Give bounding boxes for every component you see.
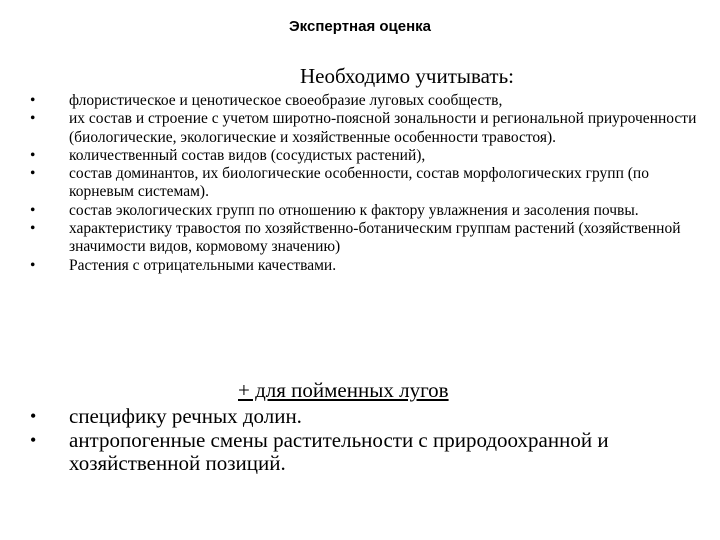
- list-item: [30, 147, 700, 165]
- list-item-text: специфику речных долин.: [69, 404, 302, 428]
- bullet-icon: •: [30, 406, 37, 426]
- list-item-text: состав экологических групп по отношению к фактору увлажнения и засоления почвы.: [69, 201, 639, 219]
- bullet-icon: •: [30, 110, 36, 128]
- bullet-icon: •: [30, 146, 36, 164]
- list-item: [30, 405, 705, 429]
- list-item-text: Растения с отрицательными качествами.: [69, 256, 337, 274]
- list-item-text: флористическое и ценотическое своеобразие луговых сообществ,: [69, 92, 503, 109]
- floodplain-note: + для пойменных лугов: [238, 378, 449, 402]
- list-item: [30, 110, 700, 147]
- bullet-icon: •: [30, 201, 36, 219]
- list-item-text: антропогенные смены растительности с природоохранной и хозяйственной позиций.: [69, 427, 609, 475]
- list-item: [30, 165, 700, 202]
- list-item-text: количественный состав видов (сосудистых растений),: [69, 146, 426, 164]
- bullet-icon: •: [30, 429, 37, 450]
- list-item: [30, 257, 700, 275]
- floodplain-list: [30, 405, 705, 476]
- slide-title: Экспертная оценка: [289, 18, 431, 35]
- list-item: [30, 429, 705, 476]
- criteria-list: [30, 92, 700, 275]
- list-item-text: состав доминантов, их биологические особенности, состав морфологических групп (по корневым системам).: [69, 165, 649, 201]
- list-item-text: их состав и строение с учетом широтно-поясной зональности и региональной приуроченности (биологические, экологические и хозяйственные особенности травостоя).: [69, 110, 697, 146]
- bullet-icon: •: [30, 165, 36, 183]
- slide-subtitle: Необходимо учитывать:: [300, 64, 515, 88]
- bullet-icon: •: [30, 220, 36, 238]
- bullet-icon: •: [30, 92, 36, 109]
- list-item: [30, 220, 700, 257]
- list-item: [30, 92, 700, 110]
- bullet-icon: •: [30, 256, 36, 274]
- list-item: [30, 202, 700, 220]
- list-item-text: характеристику травостоя по хозяйственно-ботаническим группам растений (хозяйственной значимости видов, кормовому значению): [69, 220, 681, 256]
